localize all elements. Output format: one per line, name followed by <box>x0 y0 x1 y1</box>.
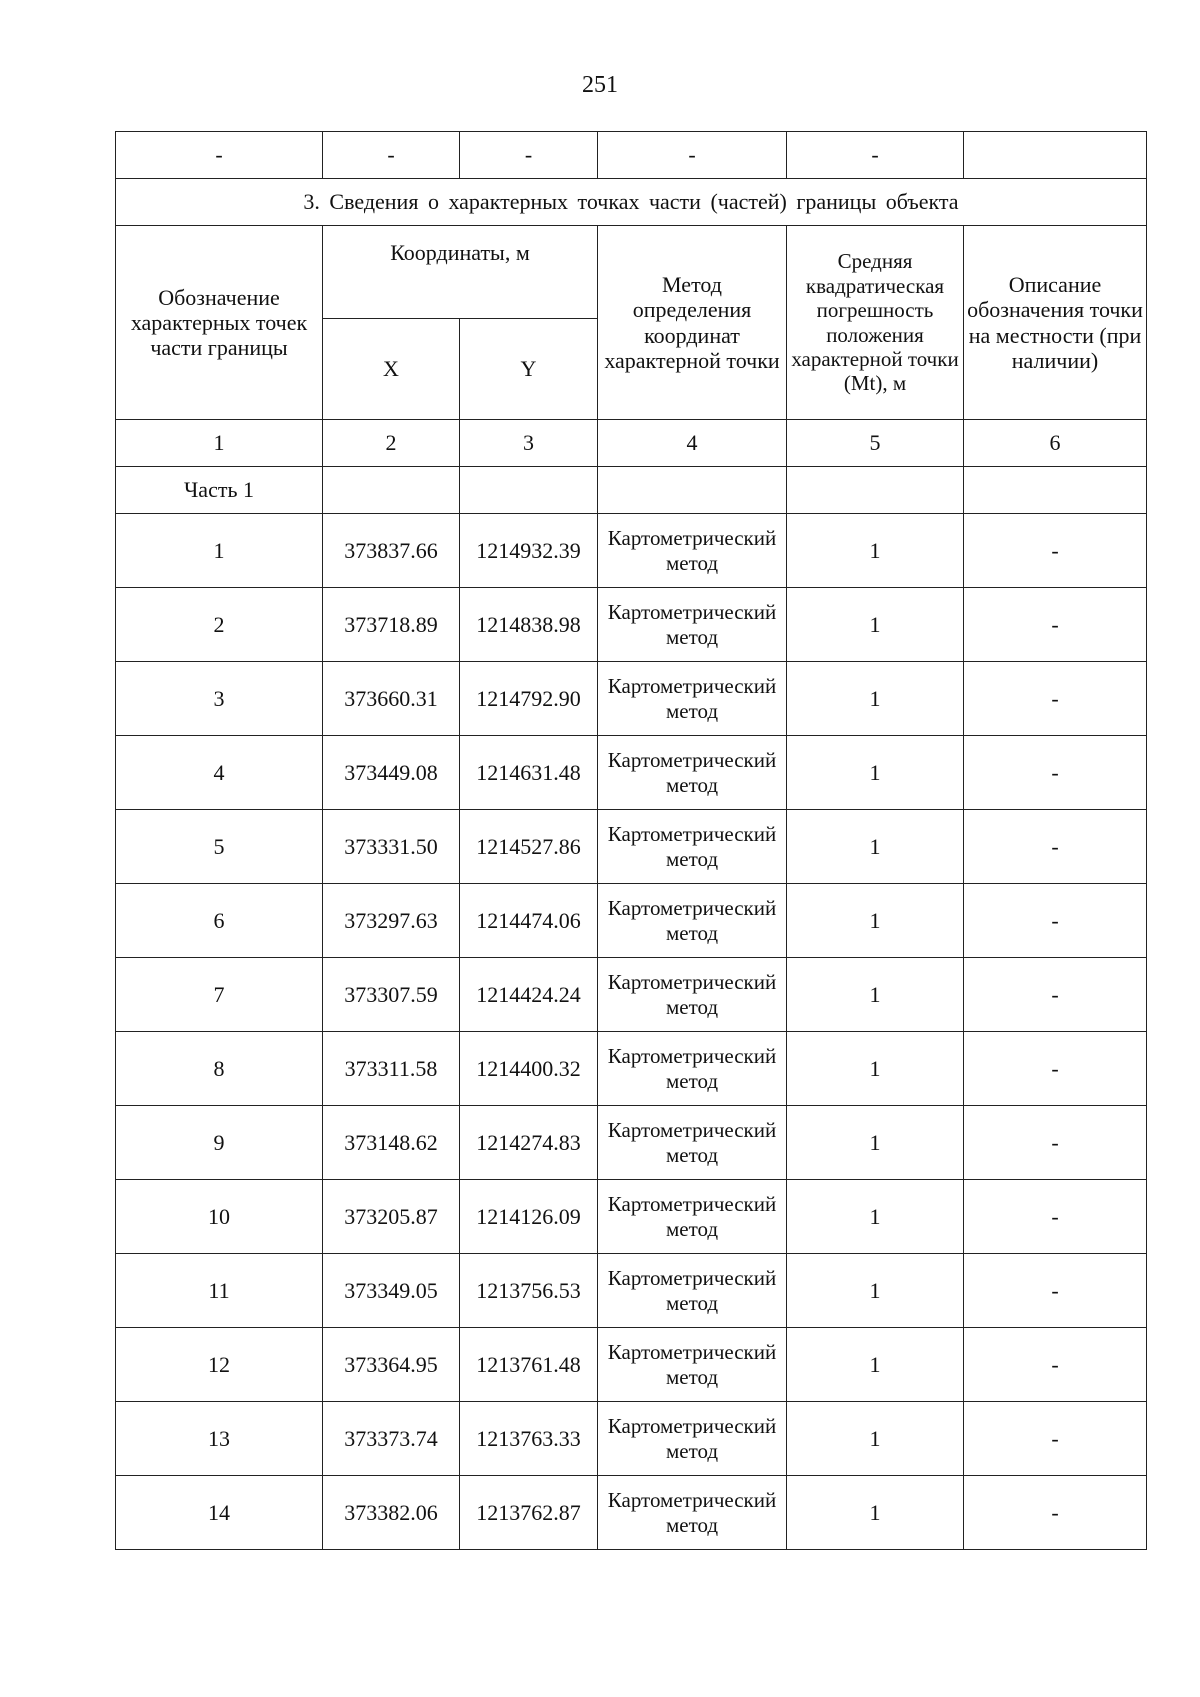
header-row <box>116 226 1147 319</box>
point-description: - <box>964 1328 1147 1402</box>
table-row <box>116 1254 1147 1328</box>
column-number: 2 <box>323 420 460 467</box>
coord-x: 373307.59 <box>323 958 460 1032</box>
method: Картометрический метод <box>598 662 787 736</box>
point-number: 14 <box>116 1476 323 1550</box>
method: Картометрический метод <box>598 514 787 588</box>
point-number: 3 <box>116 662 323 736</box>
table-row <box>116 1328 1147 1402</box>
point-number: 10 <box>116 1180 323 1254</box>
error-mt: 1 <box>787 736 964 810</box>
coord-x: 373331.50 <box>323 810 460 884</box>
continuation-cell: - <box>323 132 460 179</box>
table-row <box>116 736 1147 810</box>
error-mt: 1 <box>787 1402 964 1476</box>
point-description: - <box>964 662 1147 736</box>
table-row <box>116 958 1147 1032</box>
coord-x: 373349.05 <box>323 1254 460 1328</box>
method: Картометрический метод <box>598 1476 787 1550</box>
point-description: - <box>964 810 1147 884</box>
header-designation: Обозначение характерных точек части границы <box>116 226 323 420</box>
coord-y: 1214400.32 <box>460 1032 598 1106</box>
coord-y: 1214932.39 <box>460 514 598 588</box>
point-description: - <box>964 1402 1147 1476</box>
point-number: 5 <box>116 810 323 884</box>
coord-x: 373382.06 <box>323 1476 460 1550</box>
error-mt: 1 <box>787 662 964 736</box>
coord-x: 373297.63 <box>323 884 460 958</box>
error-mt: 1 <box>787 1032 964 1106</box>
method: Картометрический метод <box>598 1328 787 1402</box>
point-number: 12 <box>116 1328 323 1402</box>
point-description: - <box>964 588 1147 662</box>
coord-x: 373364.95 <box>323 1328 460 1402</box>
error-mt: 1 <box>787 1254 964 1328</box>
error-mt: 1 <box>787 1476 964 1550</box>
point-number: 9 <box>116 1106 323 1180</box>
error-mt: 1 <box>787 514 964 588</box>
method: Картометрический метод <box>598 588 787 662</box>
table-row <box>116 1032 1147 1106</box>
boundary-points-table <box>115 131 1147 1550</box>
table-row <box>116 1402 1147 1476</box>
point-number: 1 <box>116 514 323 588</box>
continuation-cell: - <box>116 132 323 179</box>
coord-y: 1214424.24 <box>460 958 598 1032</box>
section-title: 3. Сведения о характерных точках части (частей) границы объекта <box>116 179 1147 226</box>
part-row <box>116 467 1147 514</box>
continuation-row <box>116 132 1147 179</box>
error-mt: 1 <box>787 810 964 884</box>
error-mt: 1 <box>787 958 964 1032</box>
table-row <box>116 514 1147 588</box>
coord-y: 1214274.83 <box>460 1106 598 1180</box>
error-mt: 1 <box>787 1106 964 1180</box>
header-coordinates: Координаты, м <box>323 226 598 319</box>
method: Картометрический метод <box>598 810 787 884</box>
continuation-cell <box>964 132 1147 179</box>
point-description: - <box>964 514 1147 588</box>
coord-y: 1213761.48 <box>460 1328 598 1402</box>
point-description: - <box>964 958 1147 1032</box>
table-row <box>116 662 1147 736</box>
method: Картометрический метод <box>598 1402 787 1476</box>
point-number: 8 <box>116 1032 323 1106</box>
point-description: - <box>964 736 1147 810</box>
part-label: Часть 1 <box>116 467 323 514</box>
coord-y: 1214474.06 <box>460 884 598 958</box>
column-number: 1 <box>116 420 323 467</box>
section-title-row <box>116 179 1147 226</box>
error-mt: 1 <box>787 1328 964 1402</box>
error-mt: 1 <box>787 588 964 662</box>
header-method: Метод определения координат характерной точки <box>598 226 787 420</box>
point-number: 6 <box>116 884 323 958</box>
coord-x: 373205.87 <box>323 1180 460 1254</box>
page-number: 251 <box>582 72 618 98</box>
coord-y: 1213763.33 <box>460 1402 598 1476</box>
table-row <box>116 810 1147 884</box>
coord-y: 1214126.09 <box>460 1180 598 1254</box>
coord-y: 1214527.86 <box>460 810 598 884</box>
continuation-cell: - <box>460 132 598 179</box>
method: Картометрический метод <box>598 958 787 1032</box>
coord-x: 373718.89 <box>323 588 460 662</box>
column-number-row <box>116 420 1147 467</box>
coord-x: 373311.58 <box>323 1032 460 1106</box>
table-row <box>116 1476 1147 1550</box>
point-description: - <box>964 1476 1147 1550</box>
table-row <box>116 588 1147 662</box>
column-number: 3 <box>460 420 598 467</box>
method: Картометрический метод <box>598 1254 787 1328</box>
point-description: - <box>964 1106 1147 1180</box>
coord-y: 1214792.90 <box>460 662 598 736</box>
table-row <box>116 1180 1147 1254</box>
point-description: - <box>964 1032 1147 1106</box>
point-number: 4 <box>116 736 323 810</box>
point-number: 13 <box>116 1402 323 1476</box>
error-mt: 1 <box>787 884 964 958</box>
coord-x: 373373.74 <box>323 1402 460 1476</box>
coord-y: 1214838.98 <box>460 588 598 662</box>
method: Картометрический метод <box>598 1180 787 1254</box>
column-number: 5 <box>787 420 964 467</box>
coord-x: 373837.66 <box>323 514 460 588</box>
point-description: - <box>964 1254 1147 1328</box>
header-error: Средняя квадратическая погрешность положения характерной точки (Mt), м <box>787 226 964 420</box>
point-number: 7 <box>116 958 323 1032</box>
coord-x: 373449.08 <box>323 736 460 810</box>
continuation-cell: - <box>598 132 787 179</box>
header-y: Y <box>460 319 598 420</box>
coord-x: 373148.62 <box>323 1106 460 1180</box>
coord-y: 1213756.53 <box>460 1254 598 1328</box>
coord-y: 1213762.87 <box>460 1476 598 1550</box>
point-description: - <box>964 884 1147 958</box>
method: Картометрический метод <box>598 1106 787 1180</box>
header-x: X <box>323 319 460 420</box>
continuation-cell: - <box>787 132 964 179</box>
coord-y: 1214631.48 <box>460 736 598 810</box>
method: Картометрический метод <box>598 736 787 810</box>
method: Картометрический метод <box>598 1032 787 1106</box>
point-number: 2 <box>116 588 323 662</box>
error-mt: 1 <box>787 1180 964 1254</box>
column-number: 6 <box>964 420 1147 467</box>
column-number: 4 <box>598 420 787 467</box>
coord-x: 373660.31 <box>323 662 460 736</box>
header-description: Описание обозначения точки на местности (при наличии) <box>964 226 1147 420</box>
method: Картометрический метод <box>598 884 787 958</box>
table-row <box>116 1106 1147 1180</box>
point-number: 11 <box>116 1254 323 1328</box>
table-row <box>116 884 1147 958</box>
point-description: - <box>964 1180 1147 1254</box>
